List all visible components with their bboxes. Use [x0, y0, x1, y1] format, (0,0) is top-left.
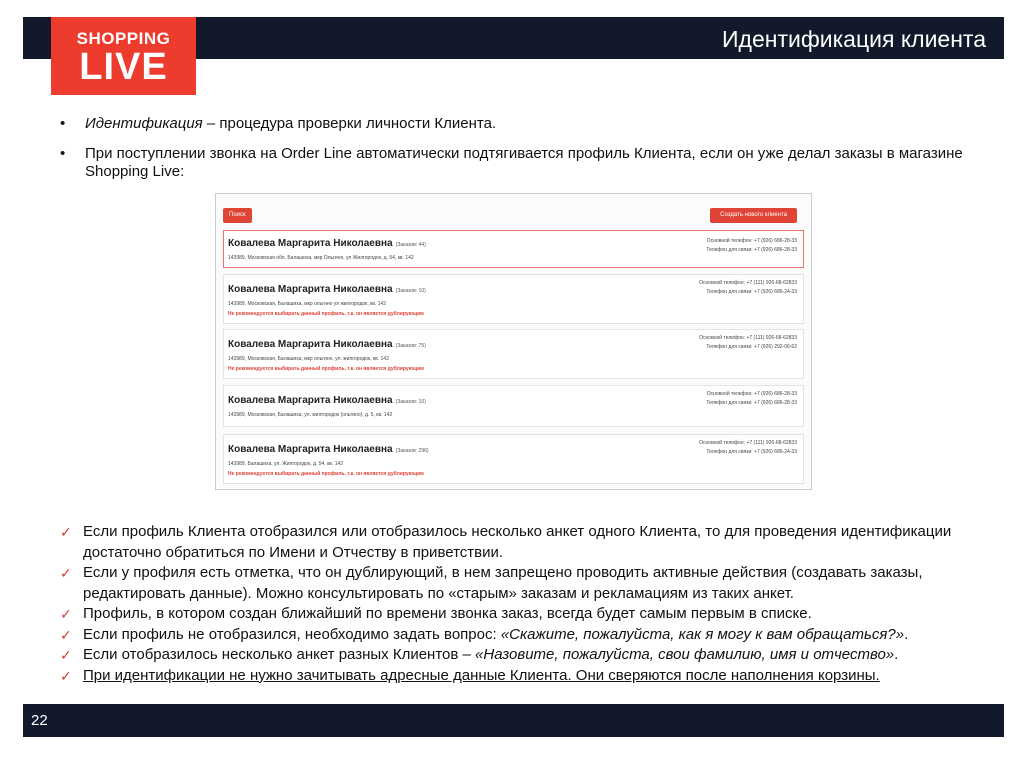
- client-phones: [706, 237, 797, 255]
- client-name-text: Ковалева Маргарита Николаевна: [228, 339, 393, 350]
- contact-phone: Телефон для связи: +7 (926) 686-28-33: [706, 400, 797, 406]
- contact-phone: Телефон для связи: +7 (926) 686-24-33: [706, 289, 797, 295]
- slide-title: Идентификация клиента: [722, 26, 986, 52]
- auto-profile-text: При поступлении звонка на Order Line автоматически подтягивается профиль Клиента, если он уже делал заказы в магазине Shopping Live:: [85, 145, 963, 180]
- rule-text: Если профиль Клиента отобразился или отобразилось несколько анкет одного Клиента, то для проведения идентификации достаточно обратиться по Имени и Отчеству в приветствии.: [83, 523, 952, 561]
- rule-tail: .: [894, 646, 899, 663]
- client-name-text: Ковалева Маргарита Николаевна: [228, 284, 393, 295]
- rule-tail: .: [904, 625, 909, 643]
- contact-phone: Телефон для связи: +7 (926) 292-06-62: [706, 344, 797, 350]
- question-phrase: «Скажите, пожалуйста, как я могу к вам обращаться?»: [500, 625, 905, 643]
- contact-phone: Телефон для связи: +7 (926) 686-24-33: [706, 449, 797, 455]
- order-count: (Заказов: 10): [395, 399, 426, 405]
- contact-phone: Телефон для связи: +7 (926) 686-28-33: [706, 247, 797, 253]
- client-phones: [699, 439, 797, 457]
- bullet-definition: [60, 115, 1000, 133]
- check-item: [60, 563, 1005, 604]
- duplicate-warning: Не рекомендуется выбирать данный профиль, т.к. он является дублирующим: [228, 471, 424, 477]
- client-card[interactable]: [223, 329, 804, 379]
- rules-checklist: [60, 522, 1005, 686]
- client-address: 143989, Московская, Балашиха, ул. жилгородок (ольгино), д. 5, кв. 142: [228, 412, 393, 418]
- check-item: [60, 522, 1005, 563]
- duplicate-warning: Не рекомендуется выбирать данный профиль, т.к. он является дублирующим: [228, 366, 424, 372]
- client-name: [228, 284, 426, 295]
- client-name-text: Ковалева Маргарита Николаевна: [228, 238, 393, 249]
- rule-text: Профиль, в котором создан ближайший по времени звонка заказ, всегда будет самым первым в списке.: [83, 605, 812, 622]
- create-client-button[interactable]: Создать нового клиента: [710, 208, 797, 223]
- shopping-live-logo: [51, 17, 196, 95]
- definition-text: – процедура проверки личности Клиента.: [202, 115, 497, 132]
- client-address: 143989, Московская, Балашиха, мкр ольгино, ул. жилгородок, кв. 142: [228, 356, 389, 362]
- check-item: [60, 645, 1005, 666]
- duplicate-warning: Не рекомендуется выбирать данный профиль, т.к. он является дублирующим: [228, 311, 424, 317]
- footer-bar: [23, 704, 1004, 737]
- question-phrase: «Назовите, пожалуйста, свои фамилию, имя и отчество»: [475, 646, 895, 663]
- bullet-auto-profile: [60, 145, 1000, 181]
- main-phone: Основной телефон: +7 (926) 686-28-33: [706, 238, 797, 244]
- client-card[interactable]: [223, 385, 804, 427]
- rule-text: Если отобразилось несколько анкет разных Клиентов –: [83, 646, 476, 663]
- client-phones: [699, 279, 797, 297]
- client-address: 143989, Балашиха, ул. Жилгородок, д. 54, кв. 142: [228, 461, 344, 467]
- client-card[interactable]: [223, 230, 804, 268]
- order-count: (Заказов: 44): [395, 242, 426, 248]
- rule-text: Если профиль не отобразился, необходимо задать вопрос:: [83, 625, 501, 643]
- rule-text: Если у профиля есть отметка, что он дублирующий, в нем запрещено проводить активные действия (создавать заказы, редактировать данные). Можно консультировать по «старым» заказам и рекламациям из таких анкет.: [83, 564, 923, 602]
- term-identification: Идентификация: [85, 115, 203, 132]
- search-button[interactable]: Поиск: [223, 208, 252, 223]
- check-item: [60, 604, 1005, 625]
- client-name: [228, 395, 426, 406]
- rule-text-underlined: При идентификации не нужно зачитывать адресные данные Клиента. Они сверяются после наполнения корзины.: [83, 666, 880, 684]
- client-name-text: Ковалева Маргарита Николаевна: [228, 444, 393, 455]
- logo-text-bottom: LIVE: [79, 46, 168, 88]
- main-phone: Основной телефон: +7 (111) 926-68-62833: [699, 440, 797, 446]
- client-card[interactable]: [223, 434, 804, 484]
- page-number: 22: [31, 712, 48, 729]
- logo-text-top: SHOPPING: [76, 29, 171, 48]
- client-name: [228, 238, 426, 249]
- main-phone: Основной телефон: +7 (926) 686-28-33: [706, 391, 797, 397]
- order-count: (Заказов: 296): [395, 448, 429, 454]
- client-phones: [706, 390, 797, 408]
- client-name-text: Ковалева Маргарита Николаевна: [228, 395, 393, 406]
- order-count: (Заказов: 75): [395, 343, 426, 349]
- client-address: 143989, Московская, Балашиха, мкр ольгино ул жилгородок, кв. 142: [228, 301, 387, 307]
- check-item: [60, 625, 1005, 646]
- client-search-screenshot: [215, 193, 812, 490]
- order-count: (Заказов: 10): [395, 288, 426, 294]
- main-phone: Основной телефон: +7 (111) 926-68-62833: [699, 335, 797, 341]
- main-phone: Основной телефон: +7 (111) 926-68-62833: [699, 280, 797, 286]
- client-card[interactable]: [223, 274, 804, 324]
- check-item: [60, 666, 1005, 687]
- client-address: 143989, Московская обл, Балашиха, мкр Ольгино, ул Жилгородок, д. 54, кв. 142: [228, 255, 414, 261]
- client-phones: [699, 334, 797, 352]
- client-name: [228, 444, 429, 455]
- intro-bullet-list: [60, 115, 1000, 193]
- client-name: [228, 339, 426, 350]
